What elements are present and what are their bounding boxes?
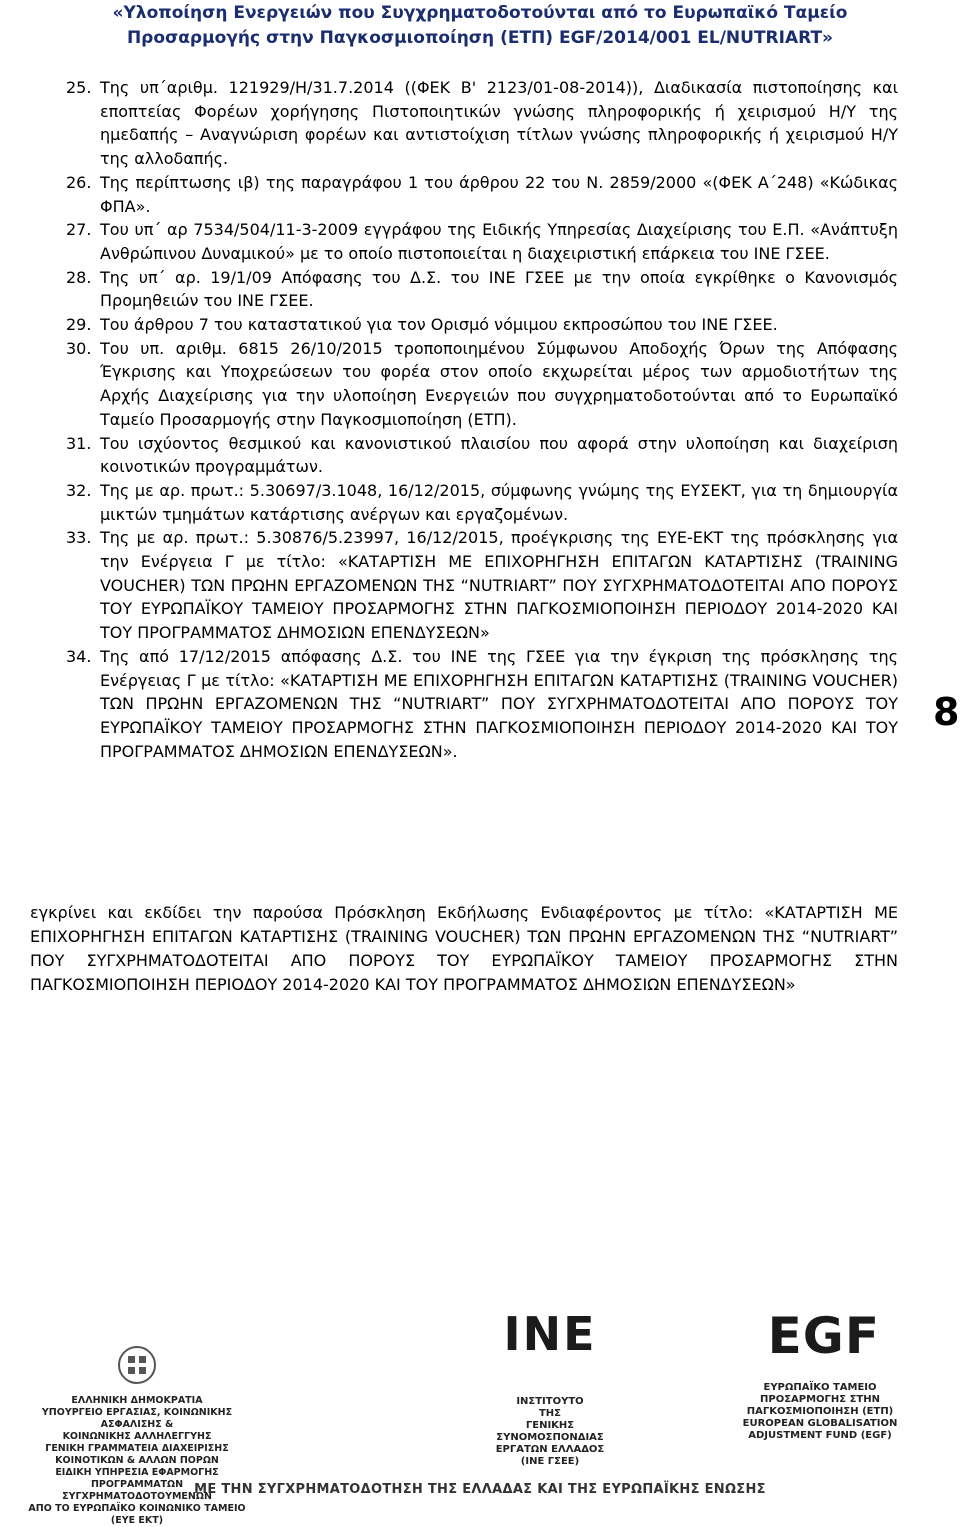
list-item	[66, 171, 898, 218]
item-text: Της με αρ. πρωτ.: 5.30876/5.23997, 16/12/2015, προέγκρισης της ΕΥΕ-ΕΚΤ της πρόσκλησης για την Ενέργεια Γ με τίτλο: «ΚΑΤΑΡΤΙΣΗ ΜΕ ΕΠΙΧΟΡΗΓΗΣΗ ΕΠΙΤΑΓΩΝ ΚΑΤΑΡΤΙΣΗΣ (TRAINING VOUCHER) ΤΩΝ ΠΡΩΗΝ ΕΡΓΑΖΟΜΕΝΩΝ ΤΗΣ “NUTRIART” ΠΟΥ ΣΥΓΧΡΗΜΑΤΟΔΟΤΕΙΤΑΙ ΑΠΟ ΠΟΡΟΥΣ ΤΟΥ ΕΥΡΩΠΑΪΚΟΥ ΤΑΜΕΙΟΥ ΠΡΟΣΑΡΜΟΓΗΣ ΣΤΗΝ ΠΑΓΚΟΣΜΙΟΠΟΙΗΣΗ ΠΕΡΙΟΔΟΥ 2014-2020 ΚΑΙ ΤΟΥ ΠΡΟΓΡΑΜΜΑΤΟΣ ΔΗΜΟΣΙΩΝ ΕΠΕΝΔΥΣΕΩΝ»	[100, 528, 898, 643]
item-number: 30.	[66, 338, 92, 358]
cofunding-strip: ΜΕ ΤΗΝ ΣΥΓΧΡΗΜΑΤΟΔΟΤΗΣΗ ΤΗΣ ΕΛΛΑΔΑΣ ΚΑΙ ΤΗΣ ΕΥΡΩΠΑΪΚΗΣ ΕΝΩΣΗΣ	[194, 1482, 766, 1497]
item-text: Της με αρ. πρωτ.: 5.30697/3.1048, 16/12/2015, σύμφωνης γνώμης της ΕΥΣΕΚΤ, για τη δημιουργία μικτών τμημάτων κατάρτισης ανέργων και εργαζομένων.	[100, 480, 898, 524]
item-text: Της υπ΄αριθμ. 121929/Η/31.7.2014 ((ΦΕΚ Β' 2123/01-08-2014)), Διαδικασία πιστοποίησης και εποπτείας Φορέων χορήγησης Πιστοποιητικών γνώσης πληροφορικής ή χειρισμού Η/Υ της ημεδαπής – Αναγνώριση φορέων και αντιστοίχιση τίτλων γνώσης πληροφορικής ή χειρισμού Η/Υ της αλλοδαπής.	[100, 78, 898, 169]
egf-line: ΕΥΡΩΠΑΪΚΟ ΤΑΜΕΙΟ	[763, 1382, 877, 1393]
egf-logo	[700, 1307, 940, 1442]
egf-line: ΠΑΓΚΟΣΜΙΟΠΟΙΗΣΗ (ΕΤΠ)	[746, 1406, 894, 1417]
ministry-line: ΕΛΛΗΝΙΚΗ ΔΗΜΟΚΡΑΤΙΑ	[71, 1395, 203, 1406]
item-text: Του υπ΄ αρ 7534/504/11-3-2009 εγγράφου της Ειδικής Υπηρεσίας Διαχείρισης του Ε.Π. «Ανάπτυξη Ανθρώπινου Δυναμικού» με το οποίο πιστοποιείται η διαχειριστική επάρκεια του ΙΝΕ ΓΣΕΕ.	[100, 220, 898, 263]
footer-logos	[0, 1307, 960, 1526]
ine-line: ΣΥΝΟΜΟΣΠΟΝΔΙΑΣ	[496, 1432, 604, 1443]
header-line-1: «Υλοποίηση Ενεργειών που Συγχρηματοδοτούνται από το Ευρωπαϊκό Ταμείο	[112, 3, 848, 23]
list-item	[66, 313, 898, 337]
ministry-line: ΑΠΟ ΤΟ ΕΥΡΩΠΑΪΚΟ ΚΟΙΝΩΝΙΚΟ ΤΑΜΕΙΟ	[28, 1503, 246, 1514]
item-number: 28.	[66, 267, 92, 287]
item-text: Της υπ΄ αρ. 19/1/09 Απόφασης του Δ.Σ. του ΙΝΕ ΓΣΕΕ με την οποία εγκρίθηκε ο Κανονισμός Προμηθειών του ΙΝΕ ΓΣΕΕ.	[100, 267, 898, 311]
list-item	[66, 76, 898, 171]
item-text: Του άρθρου 7 του καταστατικού για τον Ορισμό νόμιμου εκπροσώπου του ΙΝΕ ΓΣΕΕ.	[100, 315, 778, 335]
ine-line: ΙΝΣΤΙΤΟΥΤΟ	[516, 1396, 584, 1407]
item-text: Του υπ. αριθμ. 6815 26/10/2015 τροποποιημένου Σύμφωνου Αποδοχής Όρων της Απόφασης Έγκρισης και Υποχρεώσεων του φορέα στον οποίο εκχωρείται μέρος των αρμοδιοτήτων της Αρχής Διαχείρισης για την υλοποίηση Ενεργειών που συγχρηματοδοτούνται από το Ευρωπαϊκό Ταμείο Προσαρμογής στην Παγκοσμιοποίηση (ΕΤΠ).	[100, 338, 898, 429]
item-number: 26.	[66, 172, 92, 192]
item-number: 32.	[66, 480, 92, 500]
ministry-line: ΠΡΟΓΡΑΜΜΑΤΩΝ ΣΥΓΧΡΗΜΑΤΟΔΟΤΟΥΜΕΝΩΝ	[62, 1479, 212, 1502]
ministry-line: ΚΟΙΝΩΝΙΚΗΣ ΑΛΛΗΛΕΓΓΥΗΣ	[62, 1431, 212, 1442]
item-text: Της περίπτωσης ιβ) της παραγράφου 1 του άρθρου 22 του Ν. 2859/2000 «(ΦΕΚ Α΄248) «Κώδικας ΦΠΑ».	[100, 172, 898, 216]
item-number: 33.	[66, 528, 92, 548]
egf-logo-mark: EGF	[767, 1307, 880, 1365]
egf-line: ADJUSTMENT FUND (EGF)	[748, 1430, 892, 1441]
closing-paragraph: εγκρίνει και εκδίδει την παρούσα Πρόσκληση Εκδήλωσης Ενδιαφέροντος με τίτλο: «ΚΑΤΑΡΤΙΣΗ ΜΕ ΕΠΙΧΟΡΗΓΗΣΗ ΕΠΙΤΑΓΩΝ ΚΑΤΑΡΤΙΣΗΣ (TRAINING VOUCHER) ΤΩΝ ΠΡΩΗΝ ΕΡΓΑΖΟΜΕΝΩΝ ΤΗΣ “NUTRIART” ΠΟΥ ΣΥΓΧΡΗΜΑΤΟΔΟΤΕΙΤΑΙ ΑΠΟ ΠΟΡΟΥΣ ΤΟΥ ΕΥΡΩΠΑΪΚΟΥ ΤΑΜΕΙΟΥ ΠΡΟΣΑΡΜΟΓΗΣ ΣΤΗΝ ΠΑΓΚΟΣΜΙΟΠΟΙΗΣΗ ΠΕΡΙΟΔΟΥ 2014-2020 ΚΑΙ ΤΟΥ ΠΡΟΓΡΑΜΜΑΤΟΣ ΔΗΜΟΣΙΩΝ ΕΠΕΝΔΥΣΕΩΝ»	[30, 903, 898, 994]
header-line-2: Προσαρμογής στην Παγκοσμιοποίηση (ΕΤΠ) EGF/2014/001 EL/NUTRIART»	[126, 28, 834, 48]
ministry-line: ΥΠΟΥΡΓΕΙΟ ΕΡΓΑΣΙΑΣ, ΚΟΙΝΩΝΙΚΗΣ ΑΣΦΑΛΙΣΗΣ &	[41, 1407, 233, 1430]
egf-line: ΠΡΟΣΑΡΜΟΓΗΣ ΣΤΗΝ	[760, 1394, 880, 1405]
egf-line: EUROPEAN GLOBALISATION	[742, 1418, 898, 1429]
greek-ministry-logo	[22, 1345, 252, 1527]
ministry-line: ΓΕΝΙΚΗ ΓΡΑΜΜΑΤΕΙΑ ΔΙΑΧΕΙΡΙΣΗΣ	[45, 1443, 229, 1454]
list-item	[66, 337, 898, 432]
item-number: 27.	[66, 220, 92, 240]
page-number: 8	[933, 690, 960, 734]
ministry-line: ΕΙΔΙΚΗ ΥΠΗΡΕΣΙΑ ΕΦΑΡΜΟΓΗΣ	[55, 1467, 219, 1478]
ine-line: (ΙΝΕ ΓΣΕΕ)	[520, 1456, 580, 1467]
list-item	[66, 266, 898, 313]
ministry-line: (ΕΥΕ ΕΚΤ)	[110, 1515, 164, 1526]
ine-line: ΓΕΝΙΚΗΣ	[525, 1420, 575, 1431]
ine-line: ΤΗΣ	[538, 1408, 562, 1419]
item-number: 31.	[66, 433, 92, 453]
list-item	[66, 645, 898, 764]
list-item	[66, 479, 898, 526]
ine-logo-mark: INE	[503, 1307, 597, 1361]
ine-line: ΕΡΓΑΤΩΝ ΕΛΛΑΔΟΣ	[495, 1444, 605, 1455]
list-item	[66, 432, 898, 479]
ministry-line: ΚΟΙΝΟΤΙΚΩΝ & ΑΛΛΩΝ ΠΟΡΩΝ	[55, 1455, 219, 1466]
ine-gsee-logo	[440, 1307, 660, 1468]
item-number: 29.	[66, 315, 92, 335]
document-header	[0, 0, 960, 51]
item-text: Του ισχύοντος θεσμικού και κανονιστικού πλαισίου που αφορά στην υλοποίηση και διαχείριση κοινοτικών προγραμμάτων.	[100, 433, 898, 477]
list-item	[66, 526, 898, 645]
item-number: 34.	[66, 646, 92, 666]
legal-basis-list	[66, 76, 898, 763]
list-item	[66, 218, 898, 265]
item-text: Της από 17/12/2015 απόφασης Δ.Σ. του ΙΝΕ της ΓΣΕΕ για την έγκριση της πρόσκλησης της Ενέργειας Γ με τίτλο: «ΚΑΤΑΡΤΙΣΗ ΜΕ ΕΠΙΧΟΡΗΓΗΣΗ ΕΠΙΤΑΓΩΝ ΚΑΤΑΡΤΙΣΗΣ (TRAINING VOUCHER) ΤΩΝ ΠΡΩΗΝ ΕΡΓΑΖΟΜΕΝΩΝ ΤΗΣ “NUTRIART” ΠΟΥ ΣΥΓΧΡΗΜΑΤΟΔΟΤΕΙΤΑΙ ΑΠΟ ΠΟΡΟΥΣ ΤΟΥ ΕΥΡΩΠΑΪΚΟΥ ΤΑΜΕΙΟΥ ΠΡΟΣΑΡΜΟΓΗΣ ΣΤΗΝ ΠΑΓΚΟΣΜΙΟΠΟΙΗΣΗ ΠΕΡΙΟΔΟΥ 2014-2020 ΚΑΙ ΤΟΥ ΠΡΟΓΡΑΜΜΑΤΟΣ ΔΗΜΟΣΙΩΝ ΕΠΕΝΔΥΣΕΩΝ».	[100, 646, 898, 761]
item-number: 25.	[66, 78, 92, 97]
greek-emblem-icon	[117, 1345, 157, 1385]
